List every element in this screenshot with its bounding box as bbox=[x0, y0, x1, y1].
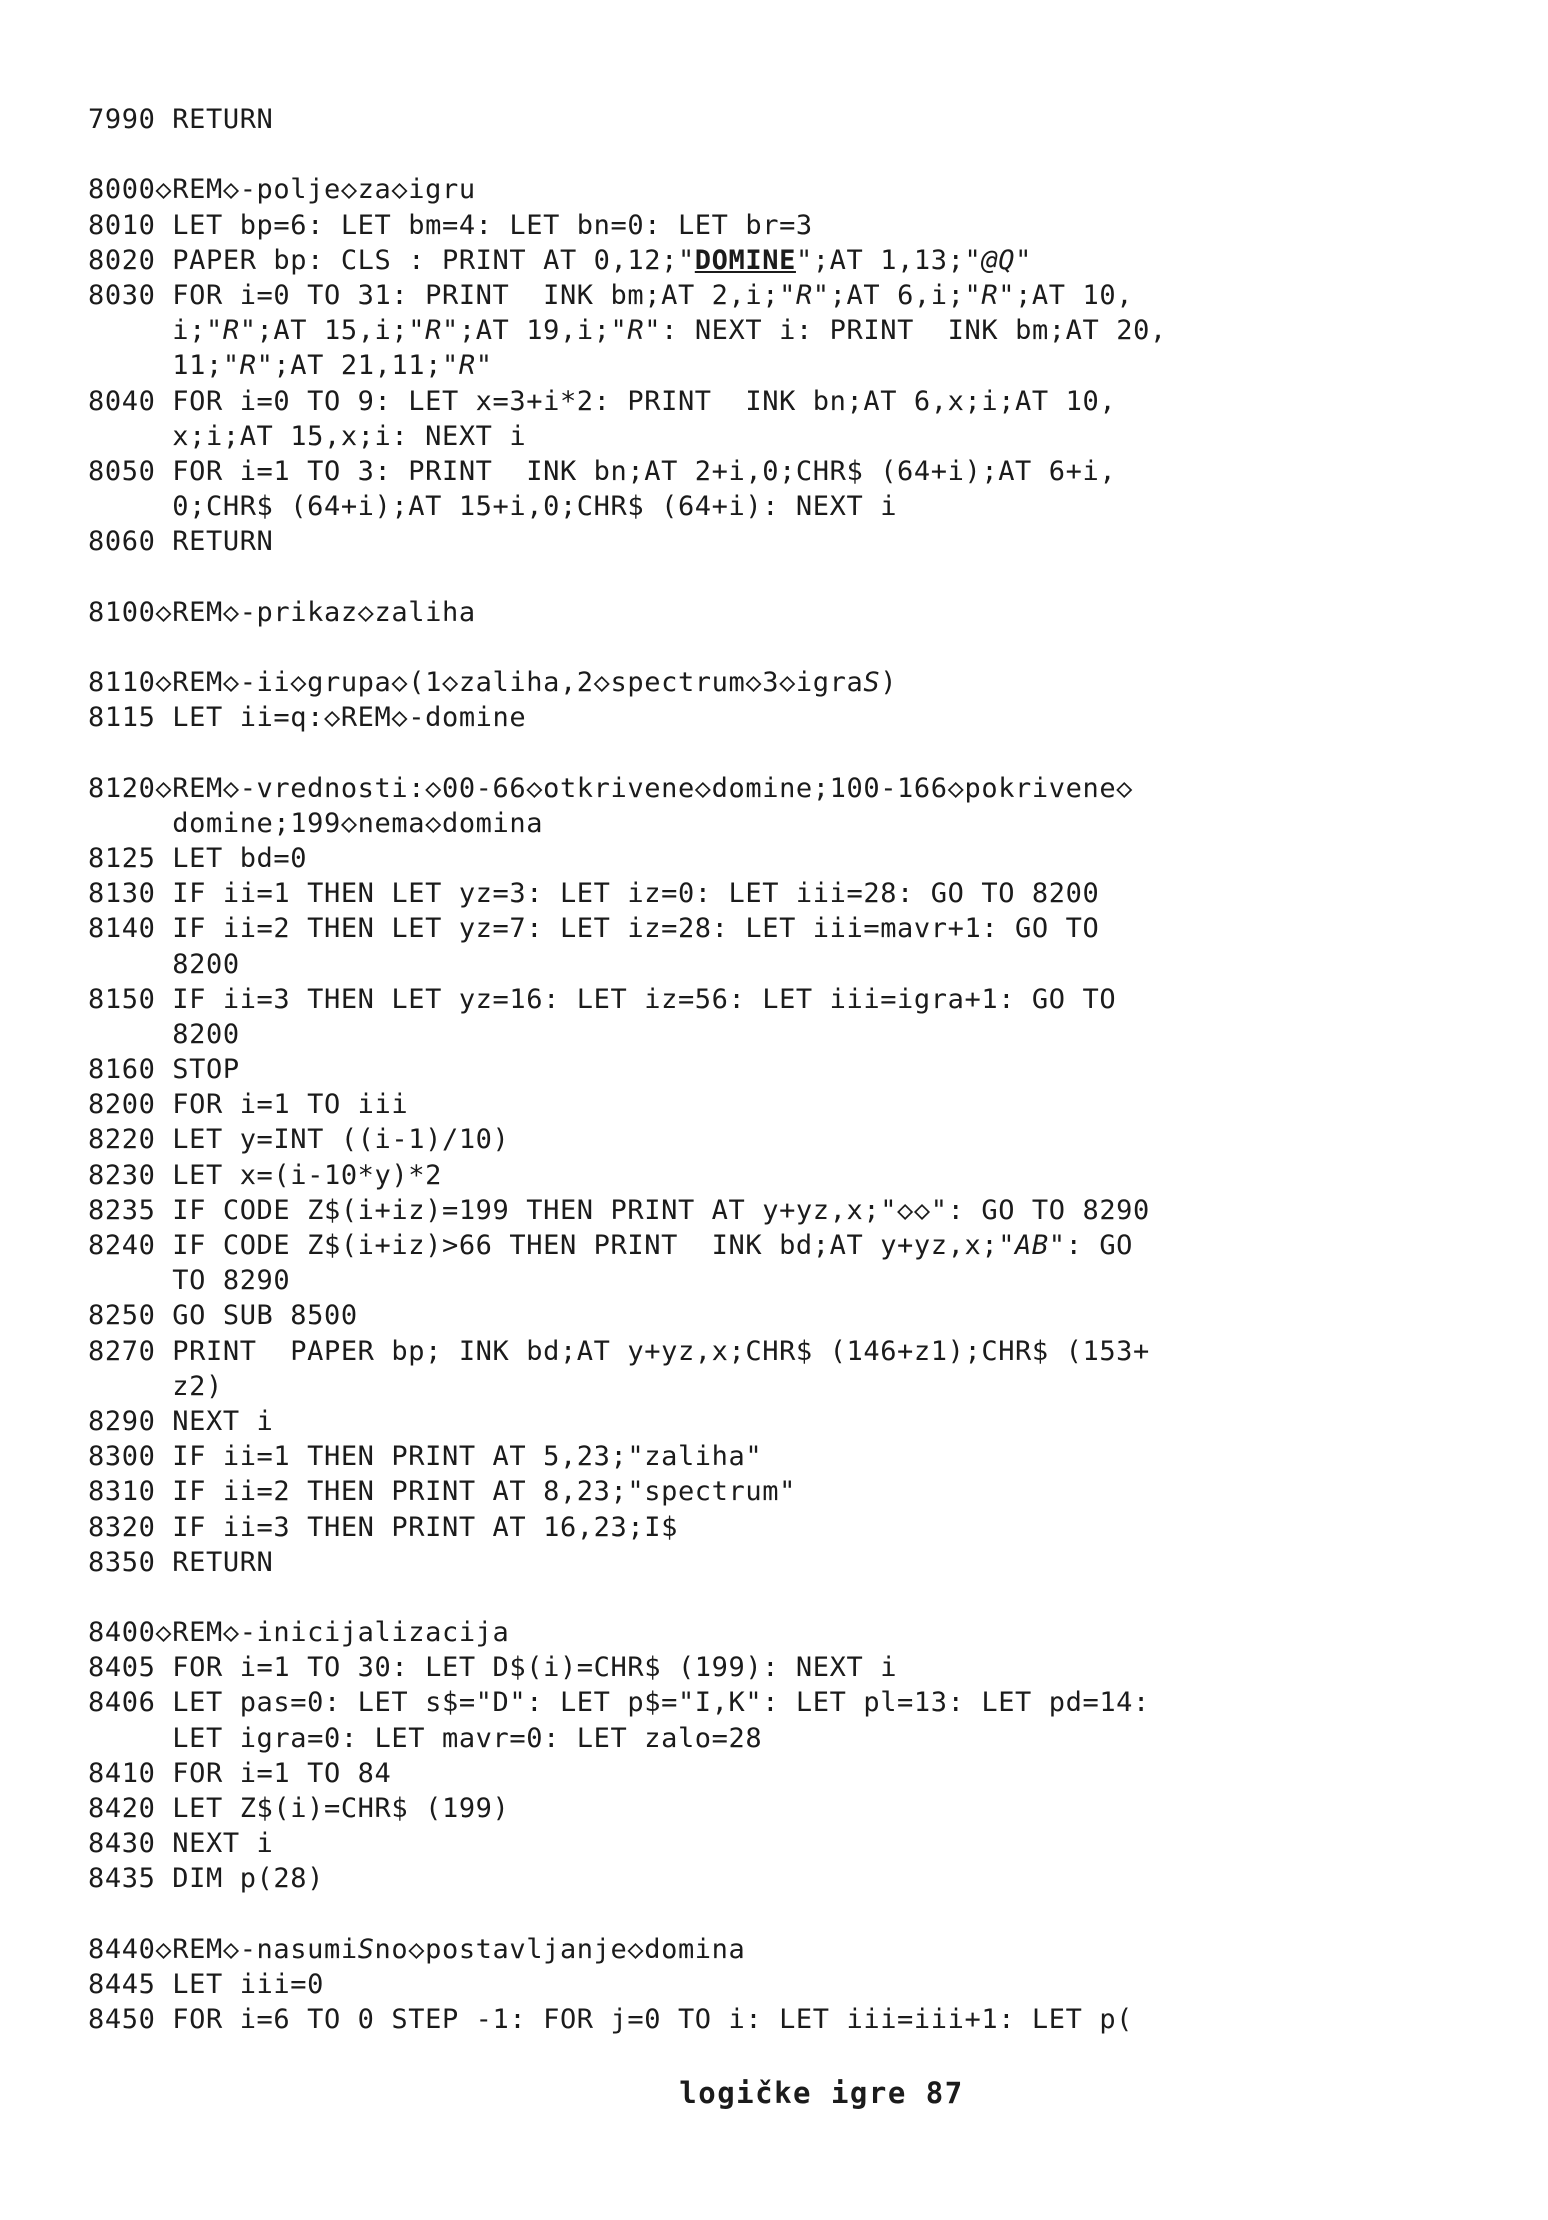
code-line: 8200 bbox=[88, 948, 240, 980]
code-line: 8320 IF ii=3 THEN PRINT AT 16,23;I$ bbox=[88, 1511, 678, 1543]
code-line bbox=[88, 313, 1468, 348]
code-fragment: R bbox=[627, 315, 645, 347]
code-fragment: " bbox=[475, 350, 493, 382]
code-line: 8130 IF ii=1 THEN LET yz=3: LET iz=0: LET iii=28: GO TO 8200 bbox=[88, 878, 1100, 910]
code-fragment: ";AT 10, bbox=[998, 279, 1134, 311]
code-line: LET igra=0: LET mavr=0: LET zalo=28 bbox=[88, 1722, 763, 1754]
code-line: 8406 LET pas=0: LET s$="D": LET p$="I,K": LET pl=13: LET pd=14: bbox=[88, 1687, 1150, 1719]
code-line: 8125 LET bd=0 bbox=[88, 842, 308, 874]
code-line: 8220 LET y=INT ((i-1)/10) bbox=[88, 1124, 510, 1156]
code-line: 8430 NEXT i bbox=[88, 1828, 274, 1860]
code-fragment: " bbox=[1015, 244, 1032, 276]
code-line: 8000◇REM◇-polje◇za◇igru bbox=[88, 174, 476, 206]
code-fragment: R bbox=[458, 350, 476, 382]
code-line: z2) bbox=[88, 1370, 223, 1402]
basic-program-listing bbox=[88, 102, 1468, 2037]
footer-title: logičke igre 87 bbox=[679, 2076, 964, 2110]
code-fragment: R bbox=[222, 315, 240, 347]
code-fragment: ";AT 19,i;" bbox=[441, 315, 628, 347]
code-line: 8445 LET iii=0 bbox=[88, 1968, 324, 2000]
code-line: 8010 LET bp=6: LET bm=4: LET bn=0: LET br=3 bbox=[88, 209, 813, 241]
code-line: 8400◇REM◇-inicijalizacija bbox=[88, 1617, 510, 1649]
code-line: 8250 GO SUB 8500 bbox=[88, 1300, 358, 1332]
blank-line bbox=[88, 1897, 1468, 1932]
code-line: 8150 IF ii=3 THEN LET yz=16: LET iz=56: LET iii=igra+1: GO TO bbox=[88, 983, 1117, 1015]
code-line: 8290 NEXT i bbox=[88, 1405, 274, 1437]
code-fragment: ";AT 21,11;" bbox=[256, 350, 459, 382]
code-line: 8230 LET x=(i-10*y)*2 bbox=[88, 1159, 442, 1191]
code-line: 8235 IF CODE Z$(i+iz)=199 THEN PRINT AT y+yz,x;"◇◇": GO TO 8290 bbox=[88, 1194, 1150, 1226]
code-fragment: 11;" bbox=[88, 350, 240, 382]
code-fragment: R bbox=[239, 350, 257, 382]
code-fragment: 8440◇REM◇-nasumi bbox=[88, 1933, 358, 1965]
code-line: 8270 PRINT PAPER bp; INK bd;AT y+yz,x;CHR$ (146+z1);CHR$ (153+ bbox=[88, 1335, 1150, 1367]
code-line bbox=[88, 1932, 1468, 1967]
blank-line bbox=[88, 559, 1468, 594]
code-fragment: S bbox=[357, 1933, 375, 1965]
code-line: 8140 IF ii=2 THEN LET yz=7: LET iz=28: LET iii=mavr+1: GO TO bbox=[88, 913, 1100, 945]
code-fragment: ";AT 1,13;" bbox=[795, 244, 982, 276]
blank-line bbox=[88, 630, 1468, 665]
code-line: 8120◇REM◇-vrednosti:◇00-66◇otkrivene◇domine;100-166◇pokrivene◇ bbox=[88, 772, 1134, 804]
code-fragment: ";AT 15,i;" bbox=[239, 315, 426, 347]
code-line bbox=[88, 665, 1468, 700]
code-fragment: R bbox=[425, 315, 442, 347]
code-fragment: R bbox=[981, 279, 999, 311]
code-fragment: 8020 PAPER bp: CLS : PRINT AT 0,12;" bbox=[88, 244, 695, 276]
code-line bbox=[88, 243, 1468, 278]
code-line: 8060 RETURN bbox=[88, 526, 274, 558]
code-line: 8100◇REM◇-prikaz◇zaliha bbox=[88, 596, 476, 628]
blank-line bbox=[88, 1580, 1468, 1615]
code-line: 8160 STOP bbox=[88, 1054, 240, 1086]
blank-line bbox=[88, 735, 1468, 770]
code-line bbox=[88, 278, 1468, 313]
code-fragment: 8110◇REM◇-ii◇grupa◇(1◇zaliha,2◇spectrum◇3◇igra bbox=[88, 667, 864, 698]
code-line: 8435 DIM p(28) bbox=[88, 1863, 324, 1895]
code-fragment: no◇postavljanje◇domina bbox=[374, 1933, 746, 1965]
page-footer bbox=[0, 2076, 1548, 2110]
code-line: domine;199◇nema◇domina bbox=[88, 807, 544, 839]
code-fragment: 8030 FOR i=0 TO 31: PRINT INK bm;AT 2,i;" bbox=[88, 279, 796, 311]
code-line: 8200 bbox=[88, 1018, 240, 1050]
code-line: 8300 IF ii=1 THEN PRINT AT 5,23;"zaliha" bbox=[88, 1441, 763, 1473]
code-line bbox=[88, 1228, 1468, 1263]
code-line bbox=[88, 348, 1468, 383]
code-line: 8310 IF ii=2 THEN PRINT AT 8,23;"spectrum" bbox=[88, 1476, 796, 1508]
code-line: 8450 FOR i=6 TO 0 STEP -1: FOR j=0 TO i: LET iii=iii+1: LET p( bbox=[88, 2004, 1134, 2036]
code-line: 8050 FOR i=1 TO 3: PRINT INK bn;AT 2+i,0;CHR$ (64+i);AT 6+i, bbox=[88, 455, 1117, 487]
blank-line bbox=[88, 137, 1468, 172]
code-line: 7990 RETURN bbox=[88, 104, 274, 135]
code-line: 0;CHR$ (64+i);AT 15+i,0;CHR$ (64+i): NEXT i bbox=[88, 491, 898, 523]
code-line: 8115 LET ii=q:◇REM◇-domine bbox=[88, 702, 527, 734]
code-fragment: DOMINE bbox=[694, 244, 796, 276]
code-fragment: AB bbox=[1015, 1230, 1049, 1261]
code-fragment: ";AT 6,i;" bbox=[812, 279, 982, 311]
code-fragment: @Q bbox=[981, 244, 1016, 276]
code-line: 8405 FOR i=1 TO 30: LET D$(i)=CHR$ (199): NEXT i bbox=[88, 1652, 898, 1684]
code-line: 8040 FOR i=0 TO 9: LET x=3+i*2: PRINT INK bn;AT 6,x;i;AT 10, bbox=[88, 385, 1117, 417]
code-fragment: S bbox=[863, 667, 881, 698]
code-line: TO 8290 bbox=[88, 1265, 291, 1297]
code-fragment: ": GO bbox=[1048, 1230, 1134, 1261]
code-line: 8410 FOR i=1 TO 84 bbox=[88, 1757, 392, 1789]
code-line: 8350 RETURN bbox=[88, 1546, 274, 1578]
code-fragment: ": NEXT i: PRINT INK bm;AT 20, bbox=[644, 315, 1167, 347]
code-fragment: i;" bbox=[88, 315, 223, 347]
code-line: 8420 LET Z$(i)=CHR$ (199) bbox=[88, 1793, 510, 1824]
code-fragment: 8240 IF CODE Z$(i+iz)>66 THEN PRINT INK bd;AT y+yz,x;" bbox=[88, 1230, 1016, 1261]
code-line: x;i;AT 15,x;i: NEXT i bbox=[88, 420, 527, 452]
code-fragment: ) bbox=[880, 667, 898, 698]
code-line: 8200 FOR i=1 TO iii bbox=[88, 1089, 409, 1121]
code-fragment: R bbox=[795, 279, 813, 311]
